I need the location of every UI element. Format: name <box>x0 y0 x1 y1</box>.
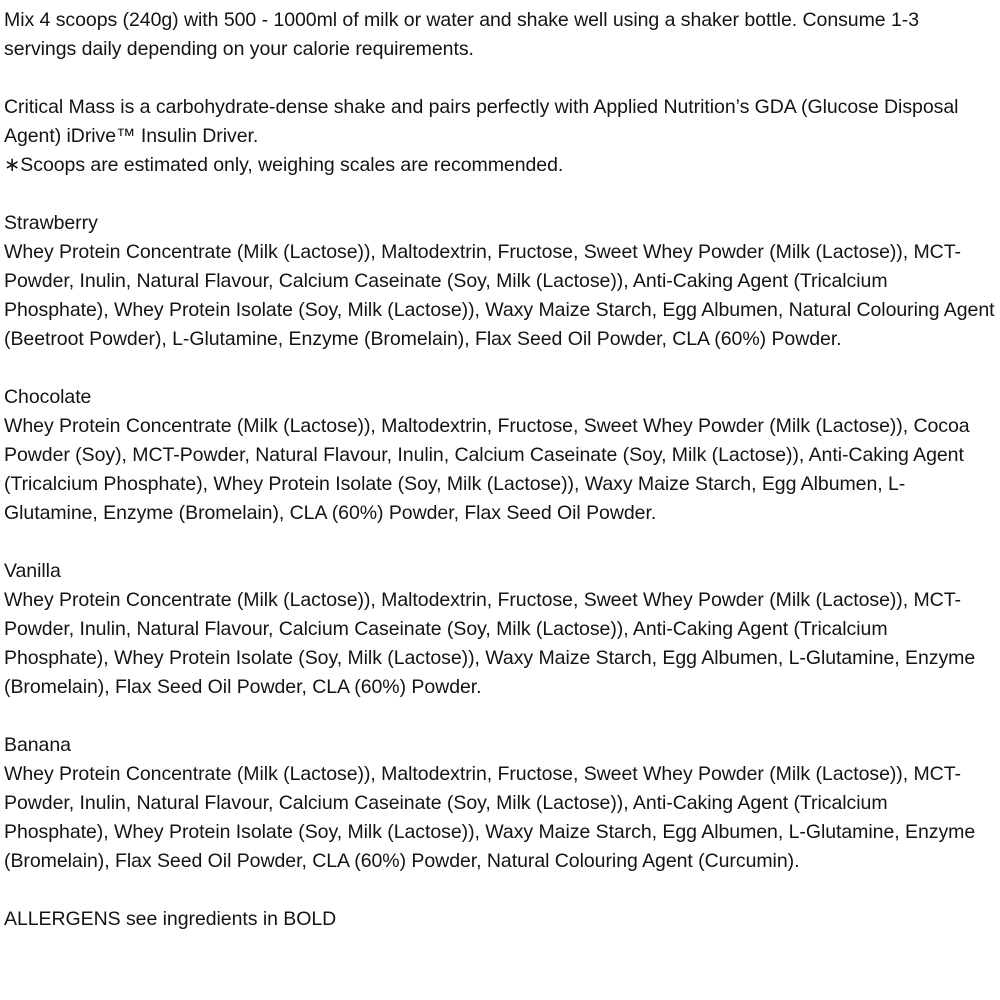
spacer <box>4 702 996 731</box>
pairing-note-text: Critical Mass is a carbohydrate-dense shake and pairs perfectly with Applied Nutrition’s GDA (Glucose Disposal Agent) iDrive™ Insulin Driver. <box>4 96 959 147</box>
flavour-heading-vanilla: Vanilla <box>4 560 61 582</box>
spacer <box>4 528 996 557</box>
flavour-ingredients-strawberry: Whey Protein Concentrate (Milk (Lactose)), Maltodextrin, Fructose, Sweet Whey Powder (Milk (Lactose)), MCT-Powder, Inulin, Natural Flavour, Calcium Caseinate (Soy, Milk (Lactose)), Anti-Caking Agent (Tricalcium Phosphate), Whey Protein Isolate (Soy, Milk (Lactose)), Waxy Maize Starch, Egg Albumen, Natural Colouring Agent (Beetroot Powder), L-Glutamine, Enzyme (Bromelain), Flax Seed Oil Powder, CLA (60%) Powder. <box>4 241 995 350</box>
flavour-heading-banana: Banana <box>4 734 71 756</box>
flavour-heading-strawberry: Strawberry <box>4 212 98 234</box>
spacer <box>4 354 996 383</box>
flavour-ingredients-vanilla: Whey Protein Concentrate (Milk (Lactose)), Maltodextrin, Fructose, Sweet Whey Powder (Milk (Lactose)), MCT-Powder, Inulin, Natural Flavour, Calcium Caseinate (Soy, Milk (Lactose)), Anti-Caking Agent (Tricalcium Phosphate), Whey Protein Isolate (Soy, Milk (Lactose)), Waxy Maize Starch, Egg Albumen, L-Glutamine, Enzyme (Bromelain), Flax Seed Oil Powder, CLA (60%) Powder. <box>4 589 976 698</box>
flavour-ingredients-chocolate: Whey Protein Concentrate (Milk (Lactose)), Maltodextrin, Fructose, Sweet Whey Powder (Milk (Lactose)), Cocoa Powder (Soy), MCT-Powder, Natural Flavour, Inulin, Calcium Caseinate (Soy, Milk (Lactose)), Anti-Caking Agent (Tricalcium Phosphate), Whey Protein Isolate (Soy, Milk (Lactose)), Waxy Maize Starch, Egg Albumen, L-Glutamine, Enzyme (Bromelain), CLA (60%) Powder, Flax Seed Oil Powder. <box>4 415 970 524</box>
spacer <box>4 180 996 209</box>
directions-text: Mix 4 scoops (240g) with 500 - 1000ml of milk or water and shake well using a shaker bottle. Consume 1-3 servings daily depending on your calorie requirements. <box>4 9 919 60</box>
flavour-ingredients-banana: Whey Protein Concentrate (Milk (Lactose)), Maltodextrin, Fructose, Sweet Whey Powder (Milk (Lactose)), MCT-Powder, Inulin, Natural Flavour, Calcium Caseinate (Soy, Milk (Lactose)), Anti-Caking Agent (Tricalcium Phosphate), Whey Protein Isolate (Soy, Milk (Lactose)), Waxy Maize Starch, Egg Albumen, L-Glutamine, Enzyme (Bromelain), Flax Seed Oil Powder, CLA (60%) Powder, Natural Colouring Agent (Curcumin). <box>4 763 976 872</box>
allergens-text: ALLERGENS see ingredients in BOLD <box>4 908 337 930</box>
spacer <box>4 876 996 905</box>
spacer <box>4 64 996 93</box>
flavour-heading-chocolate: Chocolate <box>4 386 92 408</box>
scoop-note-text: ∗Scoops are estimated only, weighing scales are recommended. <box>4 154 564 176</box>
